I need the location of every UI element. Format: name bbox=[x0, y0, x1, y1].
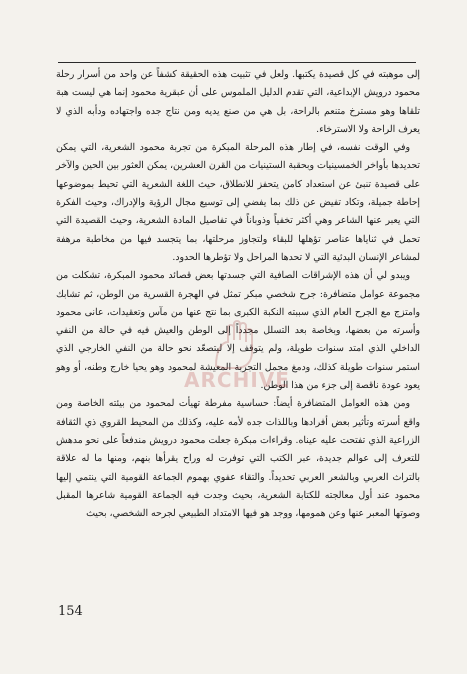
page-number: 154 bbox=[58, 604, 83, 619]
paragraph-1: إلى موهبته في كل قصيدة يكتبها. ولعل في تثبيت هذه الحقيقة كشفاً عن واحد من أسرار رحلة محمود درويش الإبداعية، التي تقدم الدليل الملموس على أن عبقرية محمود إنما هي ليست هبة تلقاها وهو مسترخ متنعم بالراحة، بل هي من صنع يديه ومن نتاج جده واجتهاده ودأبه الذي لا يعرف الراحة ولا الاسترخاء. bbox=[56, 69, 420, 135]
paragraph-4: ومن هذه العوامل المتضافرة أيضاً: حساسية مفرطة تهيأت لمحمود من بيئته الخاصة ومن واقع أسرته وتأثير بعض أفرادها وباللذات جده لأمه عليه، وكذلك من المحيط القروي ذي الثقافة الزراعية الذي تفتحت عليه عيناه. وقراءات مبكرة جعلت محمود درويش مندفعاً على نحو مدهش للتعرف إلى عوالم جديدة، عبر الكتب التي توفرت له وراح يقرأها بنهم، ومنها ما له علاقة بالتراث العربي وبالشعر العربي تحديداً. والتقاء عفوي بهموم الجماعة القومية التي ينتمي إليها محمود عند أول معالجته للكتابة الشعرية، بحيث وجدت فيه الجماعة القومية شاعرها المقبل وصوتها المعبر عنها وعن همومها، ووجد هو فيها الامتداد الطبيعي لجرحه الشخصي، بحيث bbox=[56, 398, 420, 520]
paragraph-3: ويبدو لي أن هذه الإشراقات الصافية التي جسدتها بعض قصائد محمود المبكرة، تشكلت من مجموعة عوامل متضافرة: جرح شخصي مبكر تمثل في الهجرة القسرية من الوطن، ثم تشابك وامتزج مع الجرح العام الذي سببته النكبة الكبرى بما نتج عنها من مآس وتعقيدات، عانى محمود وأسرته من بعضها، وبخاصة بعد التسلل مجدداً إلى الوطن والعيش فيه في حالة من النفي الداخلي الذي امتد سنوات طويلة، ولم يتوقف إلا ليتصعّد نحو حالة من النفي الخارجي الذي استمر سنوات طويلة كذلك، ودمغ مجمل التجربة المعيشة لمحمود وهو يحيا خارج وطنه، أو وهو يعود عودة ناقصة إلى جزء من هذا الوطن. bbox=[56, 270, 420, 392]
paragraph-2: وفي الوقت نفسه، في إطار هذه المرحلة المبكرة من تجربة محمود الشعرية، التي يمكن تحديدها بأواخر الخمسينيات وبحقبة الستينيات من القرن العشرين، يمكن العثور بين الحين والآخر على قصيدة تنبئ عن استعداد كامن يتحفز للانطلاق، حيث اللغة الشعرية التي تحيط بموضوعها إحاطة جميلة، وتكاد تفيض عن ذلك بما يفضي إلى توسيع مجال الرؤية والإدراك، وحيث الفكرة التي يعبر عنها الشاعر وهي أكثر تخفياً وذوباناً في تفاصيل المادة الشعرية، وحيث القصيدة التي تحمل في ثناياها عناصر تؤهلها للبقاء ولتجاوز مرحلتها، بما يتجسد فيها من مخاطبة مرهفة لمشاعر الإنسان البدئية التي لا تحدها المراحل ولا تؤطرها الحدود. bbox=[56, 142, 420, 263]
header-rule bbox=[58, 62, 416, 63]
body-text bbox=[56, 66, 420, 523]
watermark-text: ARCHIVE bbox=[184, 368, 290, 392]
